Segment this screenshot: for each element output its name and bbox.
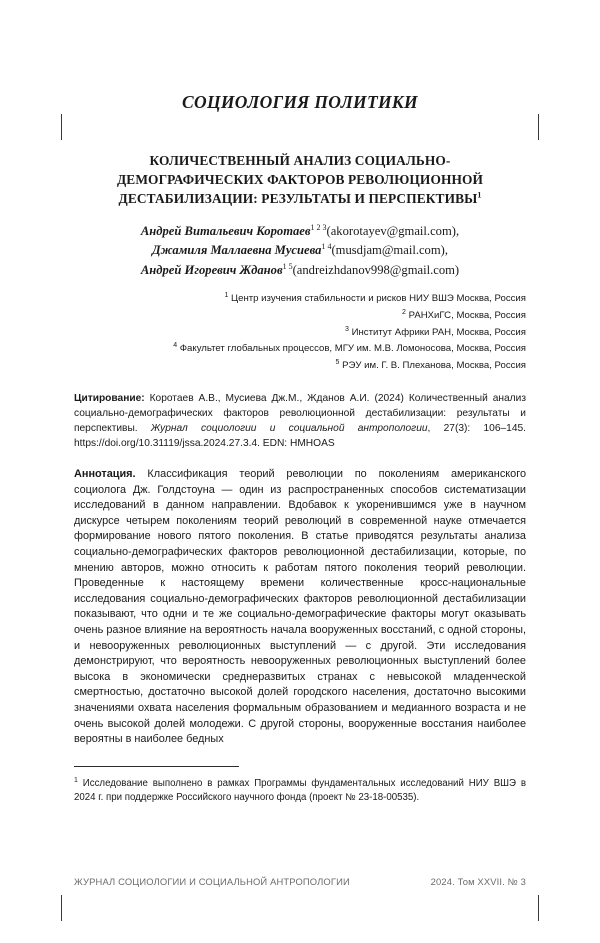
- affiliation-mark: 3: [345, 325, 349, 333]
- author-name: Андрей Игоревич Жданов: [140, 262, 283, 277]
- crop-mark-top-right: [538, 114, 539, 140]
- footer-journal-name: ЖУРНАЛ СОЦИОЛОГИИ И СОЦИАЛЬНОЙ АНТРОПОЛОГИИ: [74, 876, 350, 887]
- author-affil-marks: 1 2 3: [310, 223, 327, 233]
- author-contact: (andreizhdanov998@gmail.com): [292, 262, 460, 277]
- citation-text-part-1: Коротаев А.В., Мусиева Дж.М., Жданов А.И. (2024) Количественный анализ социально-демографических факторов революционной дестабилизации: результаты и перспективы.: [74, 392, 526, 434]
- affiliation-item: [74, 357, 526, 374]
- footnote-separator: [74, 766, 239, 767]
- affiliation-mark: 1: [224, 292, 229, 300]
- footer-issue-info: 2024. Том XXVII. № 3: [430, 876, 526, 887]
- page: [0, 92, 600, 943]
- affiliation-mark: 2: [402, 308, 406, 316]
- abstract-block: [74, 467, 526, 748]
- affiliation-mark: 4: [173, 342, 178, 350]
- footnote-block: [74, 776, 526, 805]
- crop-mark-bottom-left: [61, 895, 62, 921]
- citation-text-part-2: , 27(3): 106–145. https://doi.org/10.31119/jssa.2024.27.3.4. EDN: HMHOAS: [74, 422, 526, 449]
- author-affil-marks: 1 5: [282, 261, 293, 271]
- section-heading: СОЦИОЛОГИЯ ПОЛИТИКИ: [182, 92, 418, 112]
- author-affil-marks: 1 4: [321, 242, 332, 252]
- affiliation-item: [74, 324, 526, 341]
- article-title-line-1: КОЛИЧЕСТВЕННЫЙ АНАЛИЗ СОЦИАЛЬНО-: [149, 153, 451, 168]
- affiliation-text: РАНХиГС, Москва, Россия: [408, 309, 526, 321]
- author-entry: [74, 222, 526, 241]
- author-entry: [74, 261, 526, 280]
- article-title-line-3: ДЕСТАБИЛИЗАЦИИ: РЕЗУЛЬТАТЫ И ПЕРСПЕКТИВЫ: [118, 191, 478, 207]
- footnote-marker: 1: [74, 776, 78, 784]
- abstract-label: Аннотация.: [74, 468, 136, 481]
- footnote-text: Исследование выполнено в рамках Программы фундаментальных исследований НИУ ВШЭ в 2024 г. при поддержке Российского научного фонда (проект № 23-18-00535).: [74, 777, 526, 804]
- affiliation-text: Институт Африки РАН, Москва, Россия: [351, 326, 526, 338]
- affiliation-item: [74, 340, 526, 357]
- affiliation-text: Факультет глобальных процессов, МГУ им. М.В. Ломоносова, Москва, Россия: [179, 343, 526, 355]
- crop-mark-top-left: [61, 114, 62, 140]
- affiliation-list: [74, 290, 526, 374]
- article-title-line-2: ДЕМОГРАФИЧЕСКИХ ФАКТОРОВ РЕВОЛЮЦИОННОЙ: [116, 172, 484, 188]
- affiliation-text: РЭУ им. Г. В. Плеханова, Москва, Россия: [342, 360, 526, 372]
- affiliation-item: [74, 290, 526, 307]
- affiliation-text: Центр изучения стабильности и рисков НИУ ВШЭ Москва, Россия: [231, 293, 526, 305]
- author-contact: (musdjam@mail.com),: [331, 243, 448, 258]
- affiliation-item: [74, 307, 526, 324]
- citation-journal-name: Журнал социологии и социальной антропологии: [150, 422, 428, 434]
- article-title: [74, 151, 526, 208]
- citation-block: [74, 391, 526, 451]
- affiliation-mark: 5: [335, 358, 340, 366]
- author-contact: (akorotayev@gmail.com),: [326, 224, 460, 239]
- article-title-footnote-marker: 1: [477, 190, 482, 200]
- author-name: Андрей Витальевич Коротаев: [140, 224, 311, 239]
- author-name: Джамиля Маллаевна Мусиева: [152, 243, 322, 258]
- crop-mark-bottom-right: [538, 895, 539, 921]
- author-entry: [74, 241, 526, 260]
- page-footer: [74, 876, 526, 887]
- abstract-text: Классификация теорий революции по поколениям американского социолога Дж. Голдстоуна — один из распространенных способов систематизации исследований в данном направлении. Вдобавок к укоренившимся уже в научном дискурсе четырем поколениям теорий революций в современной науке отмечается формирование нового пятого поколения. В статье приводятся результаты анализа социально-демографических факторов революционной дестабилизации, которые, по мнению авторов, можно относить к работам пятого поколения теорий революции. Проведенные к настоящему времени количественные кросс-национальные исследования социально-демографических факторов революционной дестабилизации показывают, что одни и те же социально-демографические факторы могут оказывать очень разное влияние на вероятность начала вооруженных восстаний, с одной стороны, и невооруженных революционных выступлений — с другой. Эти исследования демонстрируют, что вероятность невооруженных революционных выступлений более высока в экономически среднеразвитых странах с невысокой младенческой смертностью, достаточно высокой долей городского населения, достаточно высокими значениями охвата населения формальным образованием и медианного возраста и не очень высокой долей молодежи. С другой стороны, вооруженные восстания наиболее вероятны в наиболее бедных: [74, 468, 526, 746]
- citation-label: Цитирование:: [74, 392, 145, 404]
- author-list: [74, 222, 526, 280]
